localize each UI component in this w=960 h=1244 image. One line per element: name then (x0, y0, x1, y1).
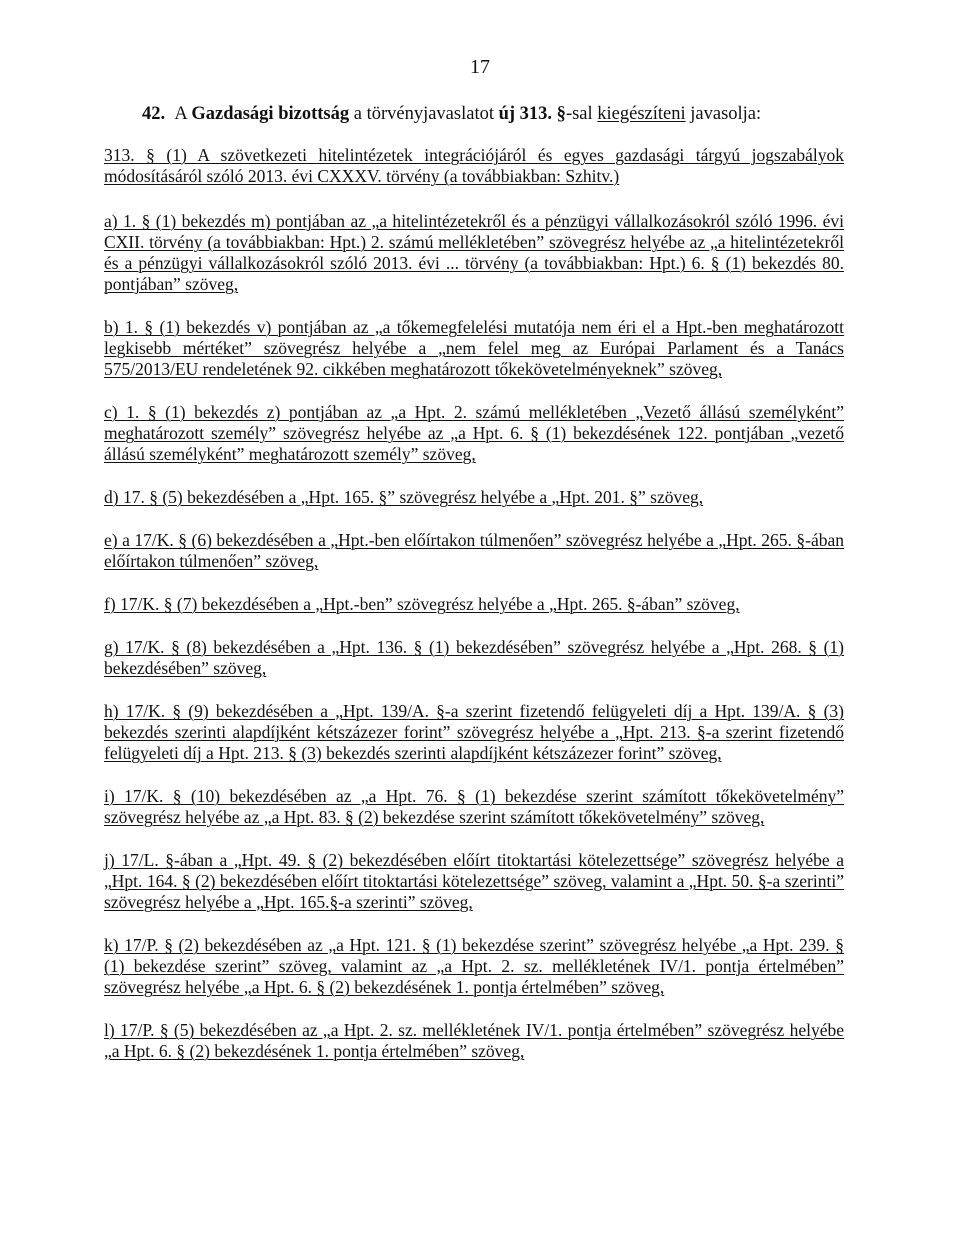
point-f: f) 17/K. § (7) bekezdésében a „Hpt.-ben” szövegrész helyébe a „Hpt. 265. §-ában” szöveg, (104, 594, 740, 614)
new-section: új 313. § (498, 104, 566, 124)
heading-mid: a törvényjavaslatot (349, 104, 499, 124)
point-c: c) 1. § (1) bekezdés z) pontjában az „a Hpt. 2. számú mellékletében „Vezető állású személyként” meghatározott személy” szövegrész helyébe az „a Hpt. 6. § (1) bekezdésének 122. pontjában „vezető állású személyként” meghatározott személy” szöveg, (104, 402, 844, 464)
heading-pre: A (174, 104, 192, 124)
amendment-heading (142, 104, 844, 125)
page-number: 17 (470, 56, 490, 78)
point-b: b) 1. § (1) bekezdés v) pontjában az „a tőkemegfelelési mutatója nem éri el a Hpt.-ben meghatározott legkisebb mértéket” szövegrész helyébe a „nem felel meg az Európai Parlament és a Tanács 575/2013/EU rendeletének 92. cikkében meghatározott tőkekövetelményeknek” szöveg, (104, 317, 844, 379)
point-d: d) 17. § (5) bekezdésében a „Hpt. 165. §” szövegrész helyébe a „Hpt. 201. §” szöveg, (104, 487, 704, 507)
heading-end: javasolja: (685, 104, 762, 124)
document-body (104, 104, 844, 1084)
heading-post: -sal (565, 104, 598, 124)
point-j: j) 17/L. §-ában a „Hpt. 49. § (2) bekezdésében előírt titoktartási kötelezettsége” szövegrész helyébe a „Hpt. 164. § (2) bekezdésében előírt titoktartási kötelezettsége” szöveg, valamint a „Hpt. 50. §-a szerinti” szövegrész helyébe a „Hpt. 165.§-a szerinti” szöveg, (104, 850, 844, 912)
point-k: k) 17/P. § (2) bekezdésében az „a Hpt. 121. § (1) bekezdése szerint” szövegrész helyébe „a Hpt. 239. § (1) bekezdése szerint” szöveg, valamint az „a Hpt. 2. sz. mellékletének IV/1. pontja értelmében” szövegrész helyébe „a Hpt. 6. § (2) bekezdésének 1. pontja értelmében” szöveg, (104, 935, 844, 997)
point-e: e) a 17/K. § (6) bekezdésében a „Hpt.-ben előírtakon túlmenően” szövegrész helyébe a „Hpt. 265. §-ában előírtakon túlmenően” szöveg, (104, 530, 844, 571)
point-g: g) 17/K. § (8) bekezdésében a „Hpt. 136. § (1) bekezdésében” szövegrész helyébe a „Hpt. 268. § (1) bekezdésében” szöveg, (104, 637, 844, 678)
committee-name: Gazdasági bizottság (191, 104, 350, 124)
heading-verb: kiegészíteni (597, 104, 686, 124)
point-a: a) 1. § (1) bekezdés m) pontjában az „a hitelintézetekről és a pénzügyi vállalkozásokról szóló 1996. évi CXII. törvény (a továbbiakban: Hpt.) 2. számú mellékletében” szövegrész helyébe az „a hitelintézetekről és a pénzügyi vállalkozásokról szóló 2013. évi ... törvény (a továbbiakban: Hpt.) 6. § (1) bekezdés 80. pontjában” szöveg, (104, 211, 844, 294)
point-l: l) 17/P. § (5) bekezdésében az „a Hpt. 2. sz. mellékletének IV/1. pontja értelmében” szövegrész helyébe „a Hpt. 6. § (2) bekezdésének 1. pontja értelmében” szöveg, (104, 1020, 844, 1061)
amendment-number: 42. (142, 104, 166, 124)
section-intro: 313. § (1) A szövetkezeti hitelintézetek integrációjáról és egyes gazdasági tárgyú jogszabályok módosításáról szóló 2013. évi CXXXV. törvény (a továbbiakban: Szhitv.) (104, 145, 844, 186)
point-i: i) 17/K. § (10) bekezdésében az „a Hpt. 76. § (1) bekezdése szerint számított tőkekövetelmény” szövegrész helyébe az „a Hpt. 83. § (2) bekezdése szerint számított tőkekövetelmény” szöveg, (104, 786, 844, 827)
point-h: h) 17/K. § (9) bekezdésében a „Hpt. 139/A. §-a szerint fizetendő felügyeleti díj a Hpt. 139/A. § (3) bekezdés szerinti alapdíjként kétszázezer forint” szövegrész helyébe a „Hpt. 213. §-a szerint fizetendő felügyeleti díj a Hpt. 213. § (3) bekezdés szerinti alapdíjként kétszázezer forint” szöveg, (104, 701, 844, 763)
